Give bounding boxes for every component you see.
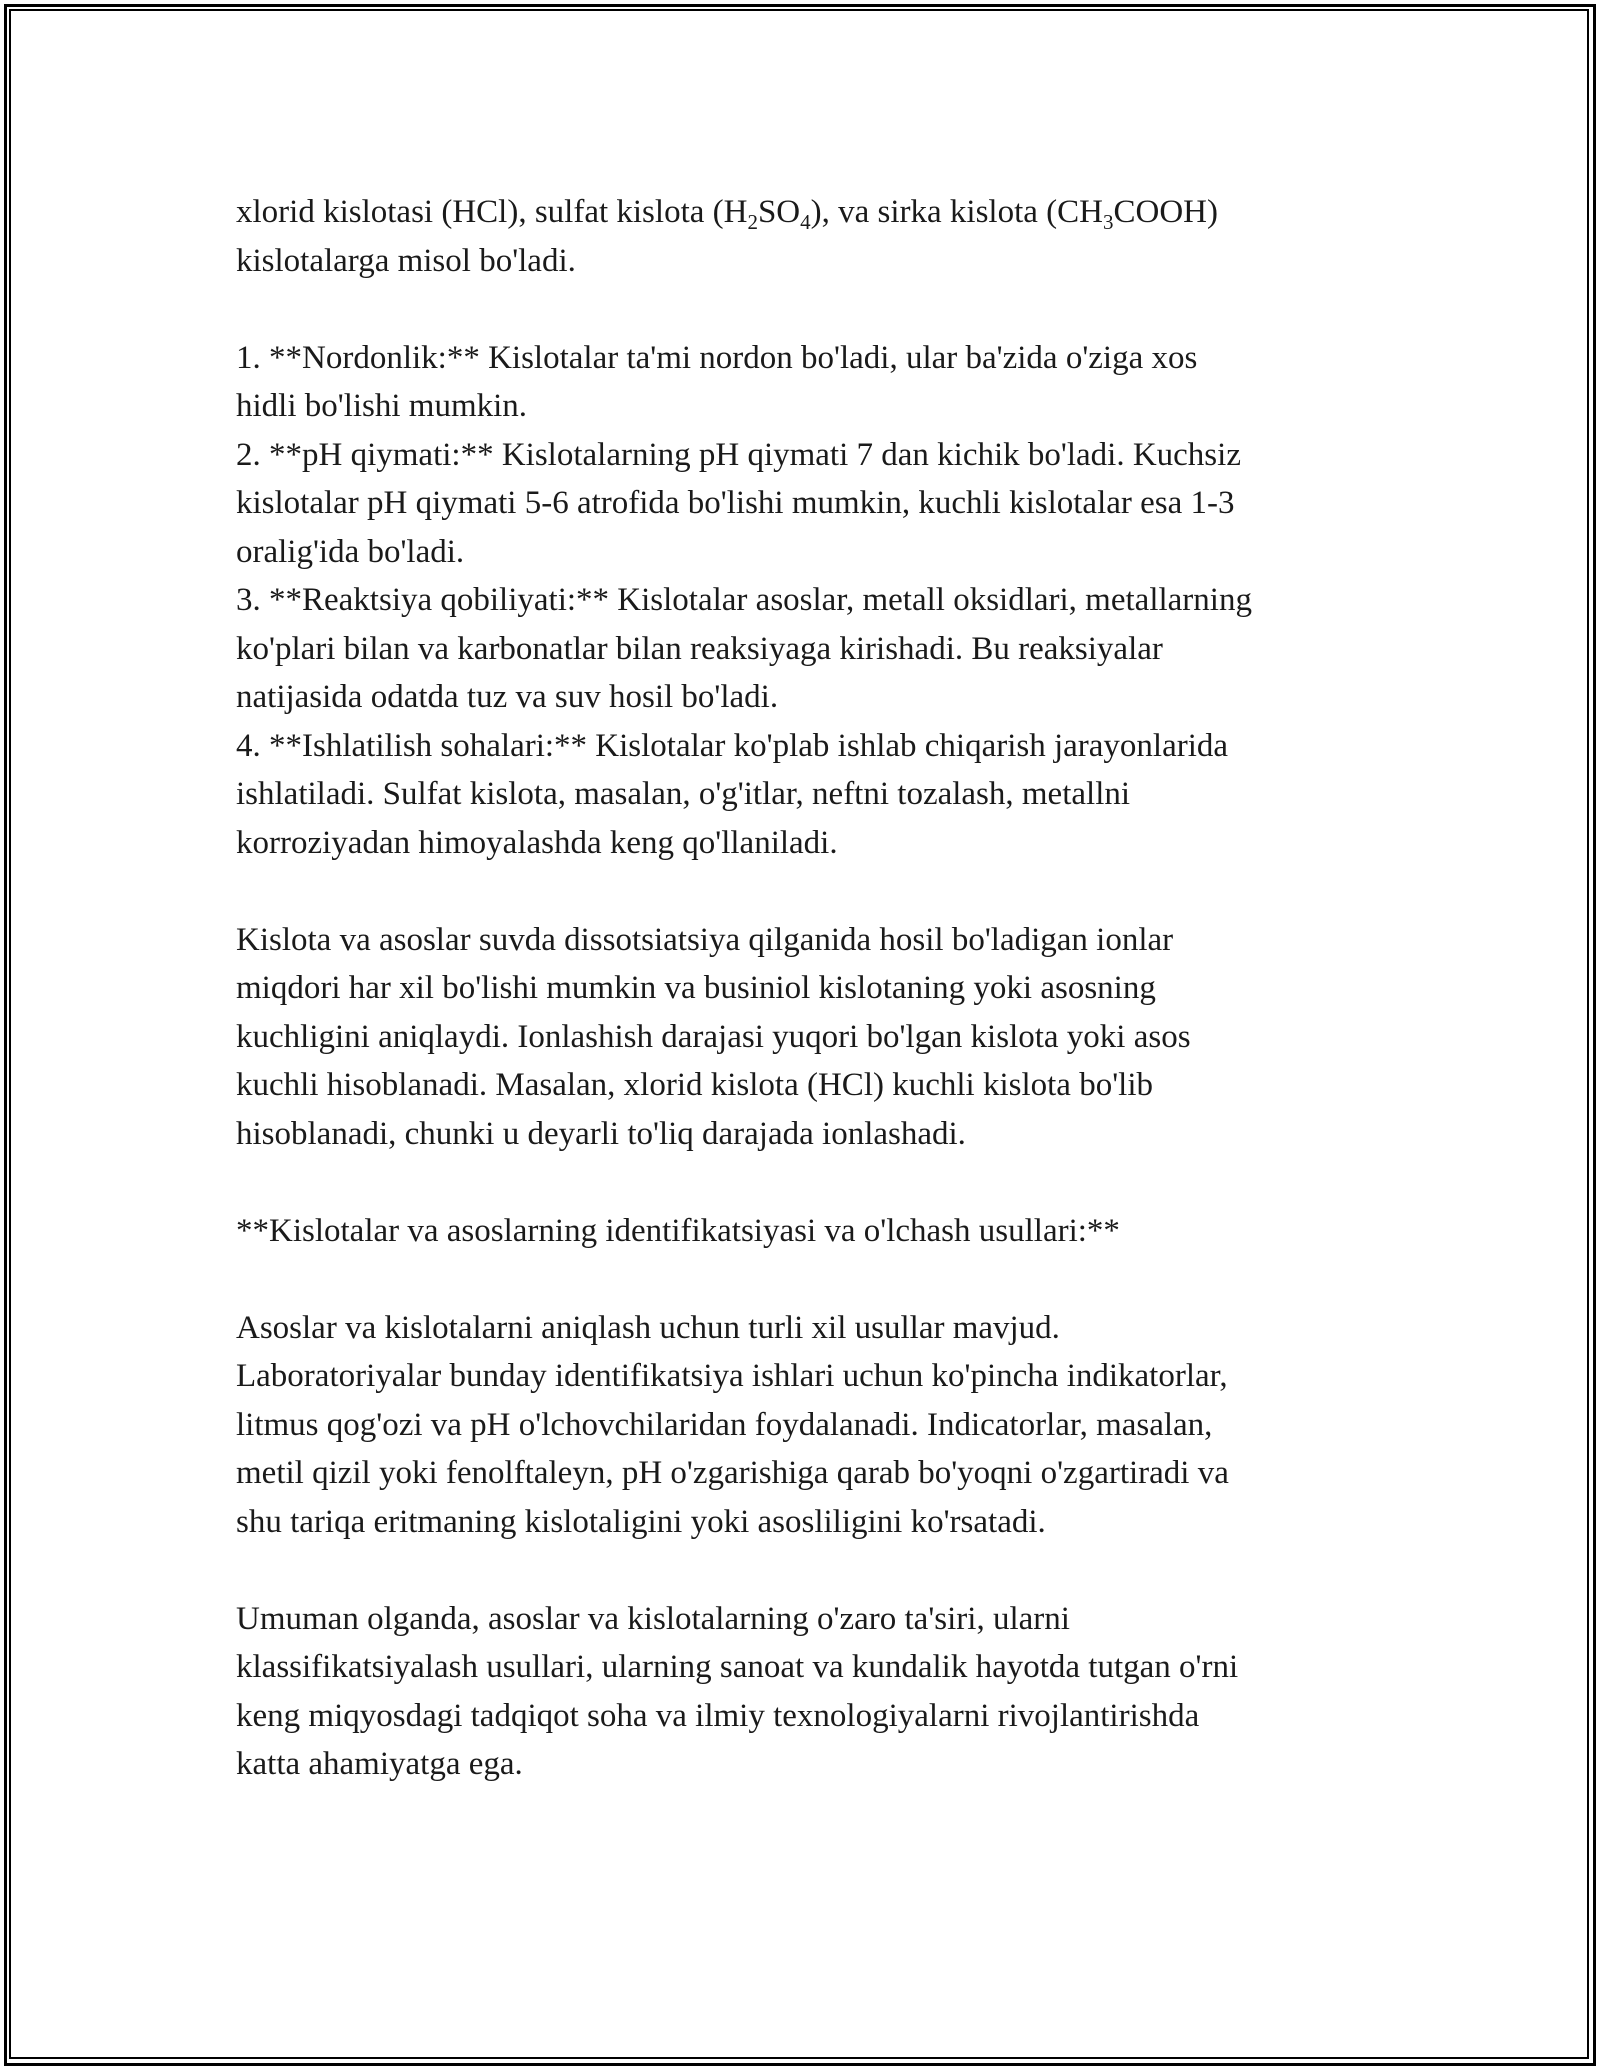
paragraph-line: keng miqyosdagi tadqiqot soha va ilmiy texnologiyalarni rivojlantirishda — [236, 1697, 1200, 1734]
list-line: 2. **pH qiymati:** Kislotalarning pH qiymati 7 dan kichik bo'ladi. Kuchsiz — [236, 436, 1241, 473]
list-line: 1. **Nordonlik:** Kislotalar ta'mi nordon bo'ladi, ular ba'zida o'ziga xos — [236, 339, 1198, 376]
conclusion-paragraph — [236, 1595, 1396, 1789]
paragraph-line: klassifikatsiyalash usullari, ularning sanoat va kundalik hayotda tutgan o'rni — [236, 1649, 1239, 1685]
list-line: natijasida odatda tuz va suv hosil bo'ladi. — [236, 679, 779, 715]
paragraph-line: Kislota va asoslar suvda dissotsiatsiya qilganida hosil bo'ladigan ionlar — [236, 921, 1174, 958]
paragraph-line: Laboratoriyalar bunday identifikatsiya ishlari uchun ko'pincha indikatorlar, — [236, 1358, 1228, 1394]
paragraph-line: shu tariqa eritmaning kislotaligini yoki asosliligini ko'rsatadi. — [236, 1503, 1046, 1540]
document-body — [236, 188, 1396, 1789]
ionization-paragraph — [236, 916, 1396, 1159]
paragraph-line: Asoslar va kislotalarni aniqlash uchun turli xil usullar mavjud. — [236, 1309, 1060, 1346]
paragraph-line: katta ahamiyatga ega. — [236, 1746, 523, 1782]
paragraph-line: miqdori har xil bo'lishi mumkin va businiol kislotaning yoki asosning — [236, 970, 1156, 1006]
list-line: ko'plari bilan va karbonatlar bilan reaksiyaga kirishadi. Bu reaksiyalar — [236, 630, 1163, 667]
paragraph-line: kuchligini aniqlaydi. Ionlashish darajasi yuqori bo'lgan kislota yoki asos — [236, 1018, 1191, 1055]
list-line: kislotalar pH qiymati 5-6 atrofida bo'lishi mumkin, kuchli kislotalar esa 1-3 — [236, 485, 1235, 521]
list-line: korroziyadan himoyalashda keng qo'llaniladi. — [236, 824, 838, 861]
paragraph-line: metil qizil yoki fenolftaleyn, pH o'zgarishiga qarab bo'yoqni o'zgartiradi va — [236, 1455, 1229, 1491]
identification-paragraph — [236, 1304, 1396, 1547]
list-line: hidli bo'lishi mumkin. — [236, 388, 528, 424]
properties-list — [236, 334, 1396, 868]
list-line: 4. **Ishlatilish sohalari:** Kislotalar ko'plab ishlab chiqarish jarayonlarida — [236, 727, 1229, 764]
paragraph-line: litmus qog'ozi va pH o'lchovchilaridan foydalanadi. Indicatorlar, masalan, — [236, 1406, 1213, 1443]
section-heading: **Kislotalar va asoslarning identifikatsiyasi va o'lchash usullari:** — [236, 1212, 1120, 1249]
intro-line-1: xlorid kislotasi (HCl), sulfat kislota $(H_2SO_4)$, va sirka kislota $(CH_3COOH)$ — [236, 194, 1218, 234]
list-line: 3. **Reaktsiya qobiliyati:** Kislotalar asoslar, metall oksidlari, metallarning — [236, 582, 1252, 618]
list-line: ishlatiladi. Sulfat kislota, masalan, o'g'itlar, neftni tozalash, metallni — [236, 776, 1131, 812]
paragraph-line: hisoblanadi, chunki u deyarli to'liq darajada ionlashadi. — [236, 1115, 966, 1152]
list-line: oralig'ida bo'ladi. — [236, 533, 465, 570]
paragraph-line: Umuman olganda, asoslar va kislotalarning o'zaro ta'siri, ularni — [236, 1600, 1070, 1637]
intro-line-2: kislotalarga misol bo'ladi. — [236, 242, 576, 279]
paragraph-line: kuchli hisoblanadi. Masalan, xlorid kislota (HCl) kuchli kislota bo'lib — [236, 1067, 1153, 1103]
